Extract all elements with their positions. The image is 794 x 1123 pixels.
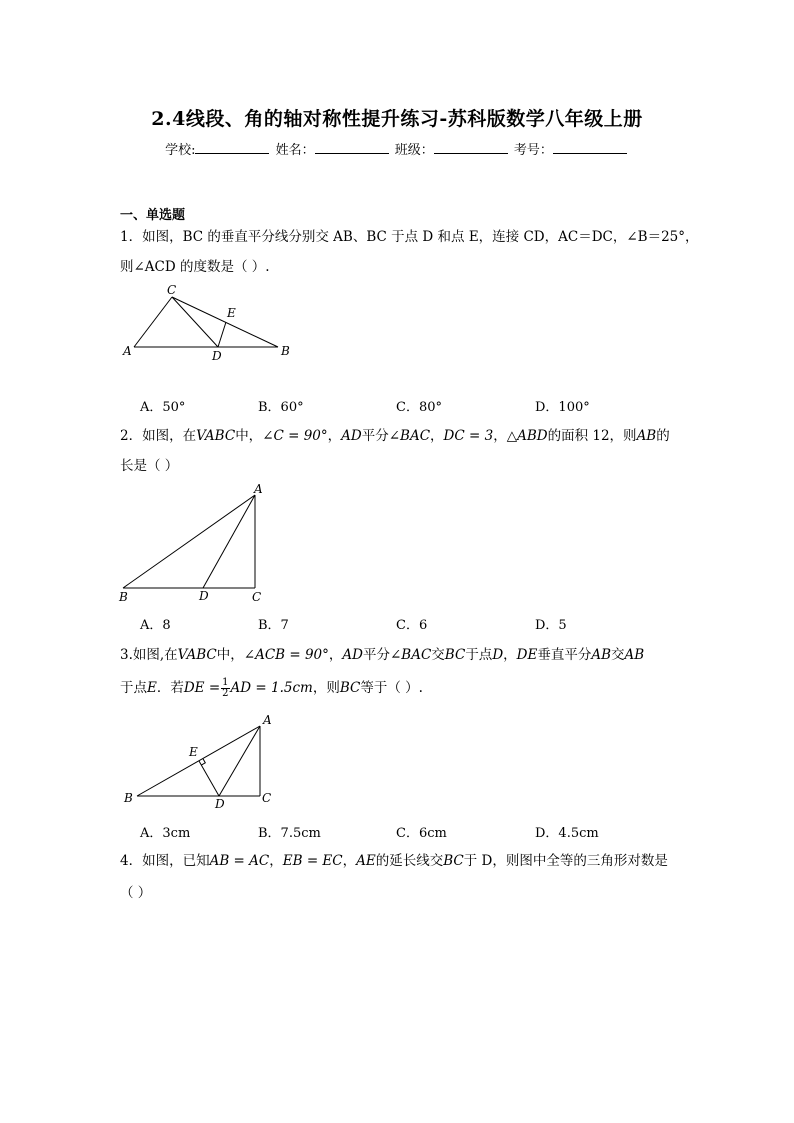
q3-text-2: 中，	[216, 647, 244, 663]
q3-text-1: 3.如图,在	[120, 647, 178, 663]
q3-fraction-numerator: 1	[222, 677, 229, 688]
q2-option-c[interactable]: C．6	[396, 618, 428, 633]
q1-label-e: E	[227, 306, 236, 320]
q4-math-1: AB = AC	[209, 853, 270, 869]
q3-text-9: 交	[611, 647, 625, 663]
q2-text-1: 2．如图，在	[120, 428, 197, 444]
q3-label-e: E	[189, 745, 198, 759]
q3-segment-ad	[219, 726, 260, 796]
q3-fraction-denominator: 2	[222, 688, 229, 699]
q1-option-c[interactable]: C．80°	[396, 400, 442, 415]
q3-text-5: 交	[431, 647, 445, 663]
q2-option-a[interactable]: A．8	[140, 618, 171, 633]
q3-label-a: A	[263, 713, 272, 727]
q3-text-8: 垂直平分	[537, 647, 592, 663]
q3-fraction	[221, 678, 229, 699]
q2-label-a: A	[254, 482, 263, 496]
q2-math-1: VABC	[196, 428, 236, 444]
q3-line1	[120, 646, 644, 664]
q1-segment-cd	[172, 297, 218, 347]
student-info-line	[0, 139, 794, 158]
q3-text-4: 平分	[362, 647, 390, 663]
q2-line1	[120, 427, 670, 445]
q1-option-d[interactable]: D．100°	[535, 400, 590, 415]
q2-math-7: AB	[636, 428, 657, 444]
q2-segment-ad	[203, 495, 255, 588]
q2-text-8: 的	[656, 428, 670, 444]
q2-text-6: ，	[493, 428, 507, 444]
q3-math-1: VABC	[177, 647, 217, 663]
q3-l2-text-3: ，则	[312, 680, 340, 696]
q3-label-b: B	[124, 791, 133, 805]
q1-line2: 则∠ACD 的度数是（ ）.	[120, 259, 270, 275]
section-heading: 一、单选题	[120, 208, 186, 223]
q2-math-5: DC = 3	[443, 428, 494, 444]
q2-option-d[interactable]: D．5	[535, 618, 567, 633]
q3-line2	[120, 678, 423, 699]
name-label: 姓名：	[275, 143, 315, 158]
q3-text-6: 于点	[465, 647, 493, 663]
q1-label-a: A	[123, 344, 132, 358]
q3-segment-de	[199, 761, 219, 796]
q3-l2-text-1: 于点	[120, 680, 147, 696]
school-label: 学校:	[165, 143, 196, 158]
q3-option-a[interactable]: A．3cm	[140, 826, 191, 841]
q4-text-5: 于 D，则图中全等的三角形对数是	[463, 853, 668, 869]
q4-line1	[120, 852, 668, 870]
q1-line1: 1．如图，BC 的垂直平分线分别交 AB、BC 于点 D 和点 E，连接 CD，AC＝DC，∠B＝25°，	[120, 229, 699, 245]
q4-math-4: BC	[443, 853, 464, 869]
q3-math-3: AD	[342, 647, 363, 663]
q3-option-c[interactable]: C．6cm	[396, 826, 447, 841]
q3-segment-ba	[137, 726, 260, 796]
q3-math-4: ∠BAC	[389, 647, 432, 663]
q3-text-3: ，	[328, 647, 343, 663]
q2-text-3: ，	[327, 428, 342, 444]
q3-math-8: AB	[591, 647, 611, 663]
q3-figure	[120, 710, 280, 814]
q3-option-b[interactable]: B．7.5cm	[258, 826, 321, 841]
q3-text-7: ，	[503, 647, 517, 663]
q2-option-b[interactable]: B．7	[258, 618, 289, 633]
q2-math-4: ∠BAC	[388, 428, 431, 444]
q3-l2-math-2: DE =	[183, 680, 221, 696]
q3-label-c: C	[262, 791, 272, 805]
q4-text-2: ，	[269, 853, 283, 869]
q3-math-5: BC	[444, 647, 466, 663]
q3-math-9: AB	[624, 647, 645, 663]
q1-segment-ac	[134, 297, 172, 347]
q3-option-d[interactable]: D．4.5cm	[535, 826, 599, 841]
q1-figure	[118, 282, 298, 362]
q1-label-d: D	[212, 349, 222, 362]
q2-label-b: B	[119, 590, 128, 604]
number-label: 考号：	[513, 143, 553, 158]
q1-segment-cb	[172, 297, 278, 347]
q2-math-3: AD	[341, 428, 362, 444]
q4-math-2: EB = EC	[282, 853, 343, 869]
q4-math-3: AE	[356, 853, 376, 869]
q1-label-c: C	[167, 283, 177, 297]
q3-label-d: D	[215, 797, 225, 811]
q3-l2-text-2: ．若	[156, 680, 184, 696]
q1-option-b[interactable]: B．60°	[258, 400, 304, 415]
q2-math-6: △ABD	[506, 428, 548, 444]
q3-l2-text-4: 等于（ ）.	[360, 680, 423, 696]
q3-l2-math-3: AD = 1.5cm	[230, 680, 313, 696]
q3-math-7: DE	[516, 647, 538, 663]
q2-line2: 长是（ ）	[120, 458, 179, 474]
q1-segment-de	[218, 322, 226, 347]
q3-right-angle-mark	[201, 759, 205, 765]
q2-text-2: 中，	[235, 428, 263, 444]
q2-segment-ba	[123, 495, 255, 588]
name-blank[interactable]	[315, 141, 389, 154]
q4-text-4: 的延长线交	[375, 853, 444, 869]
q2-figure	[115, 480, 275, 606]
number-blank[interactable]	[553, 141, 627, 154]
q4-line2: （ ）	[120, 885, 152, 901]
q3-math-2: ∠ACB = 90°	[243, 647, 329, 663]
q2-label-d: D	[199, 589, 209, 603]
q2-text-5: ，	[430, 428, 444, 444]
q3-math-6: D	[492, 647, 504, 663]
q1-option-a[interactable]: A．50°	[140, 400, 186, 415]
q2-text-4: 平分	[361, 428, 389, 444]
q2-label-c: C	[252, 590, 262, 604]
q2-math-2: ∠C = 90°	[262, 428, 328, 444]
class-blank[interactable]	[434, 141, 508, 154]
page-title: 2.4线段、角的轴对称性提升练习-苏科版数学八年级上册	[151, 108, 643, 130]
q3-l2-math-1: E	[147, 680, 157, 696]
q3-l2-math-4: BC	[339, 680, 361, 696]
class-label: 班级：	[394, 143, 434, 158]
q4-text-1: 4．如图，已知	[120, 853, 210, 869]
q2-text-7: 的面积 12，则	[547, 428, 637, 444]
q1-label-b: B	[281, 344, 290, 358]
q4-text-3: ，	[342, 853, 357, 869]
school-blank[interactable]	[195, 141, 269, 154]
